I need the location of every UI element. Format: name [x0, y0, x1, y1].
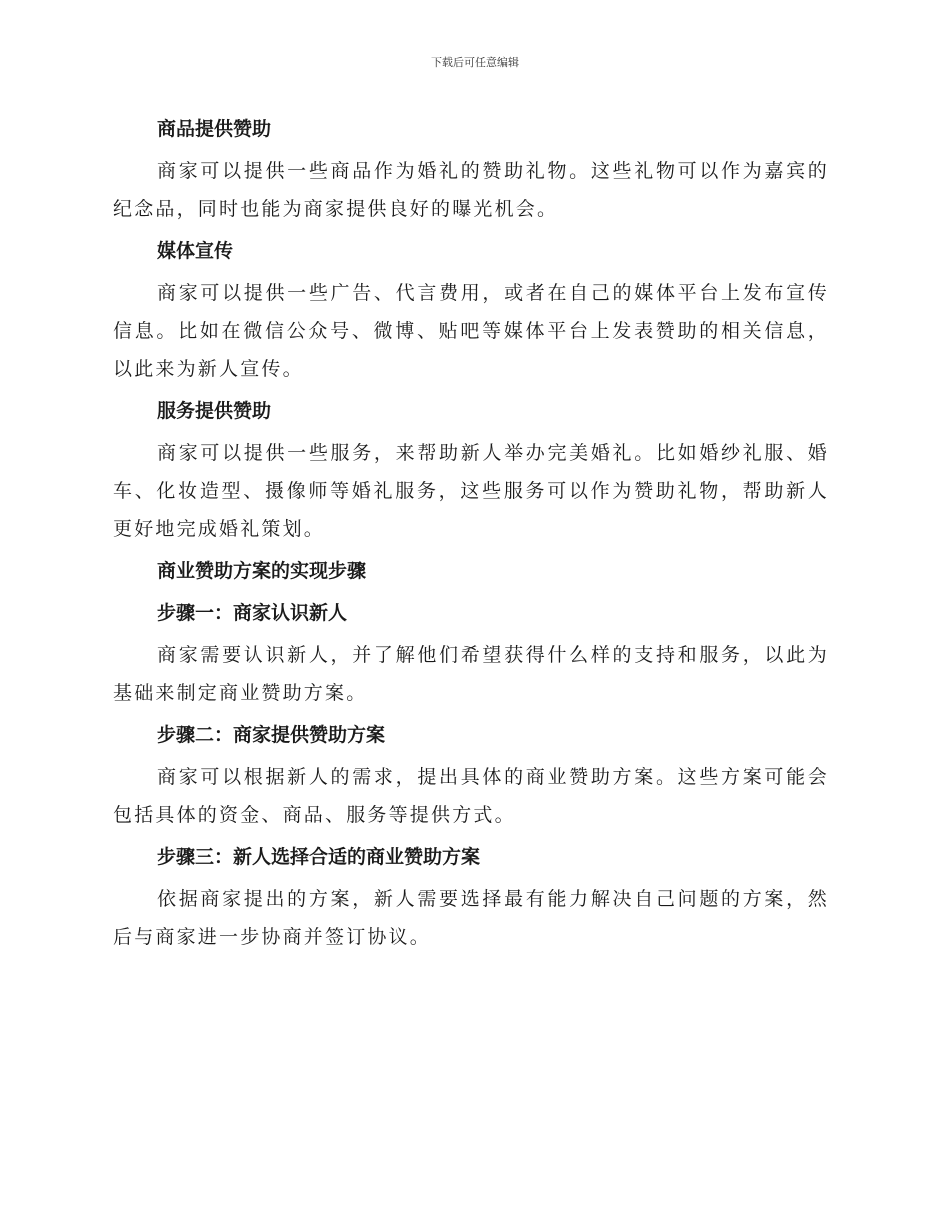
section-heading-implementation-steps: 商业赞助方案的实现步骤: [157, 560, 367, 582]
step-heading-2: 步骤二：商家提供赞助方案: [157, 724, 386, 746]
paragraph-step-1: 商家需要认识新人，并了解他们希望获得什么样的支持和服务，以此为基础来制定商业赞助方案。: [113, 644, 829, 704]
paragraph-step-2: 商家可以根据新人的需求，提出具体的商业赞助方案。这些方案可能会包括具体的资金、商品、服务等提供方式。: [113, 766, 829, 826]
section-heading-product-sponsorship: 商品提供赞助: [157, 118, 272, 140]
document-body: [113, 110, 829, 960]
step-heading-1: 步骤一：商家认识新人: [157, 602, 348, 624]
section-heading-service-sponsorship: 服务提供赞助: [157, 400, 272, 422]
paragraph-product-sponsorship: 商家可以提供一些商品作为婚礼的赞助礼物。这些礼物可以作为嘉宾的纪念品，同时也能为商家提供良好的曝光机会。: [113, 160, 829, 220]
paragraph-step-3: 依据商家提出的方案，新人需要选择最有能力解决自己问题的方案，然后与商家进一步协商并签订协议。: [113, 888, 829, 948]
page-header: 下载后可任意编辑: [431, 56, 519, 69]
paragraph-service-sponsorship: 商家可以提供一些服务，来帮助新人举办完美婚礼。比如婚纱礼服、婚车、化妆造型、摄像师等婚礼服务，这些服务可以作为赞助礼物，帮助新人更好地完成婚礼策划。: [113, 442, 829, 540]
step-heading-3: 步骤三：新人选择合适的商业赞助方案: [157, 846, 481, 868]
section-heading-media-promotion: 媒体宣传: [157, 240, 234, 262]
paragraph-media-promotion: 商家可以提供一些广告、代言费用，或者在自己的媒体平台上发布宣传信息。比如在微信公众号、微博、贴吧等媒体平台上发表赞助的相关信息，以此来为新人宣传。: [113, 282, 829, 380]
